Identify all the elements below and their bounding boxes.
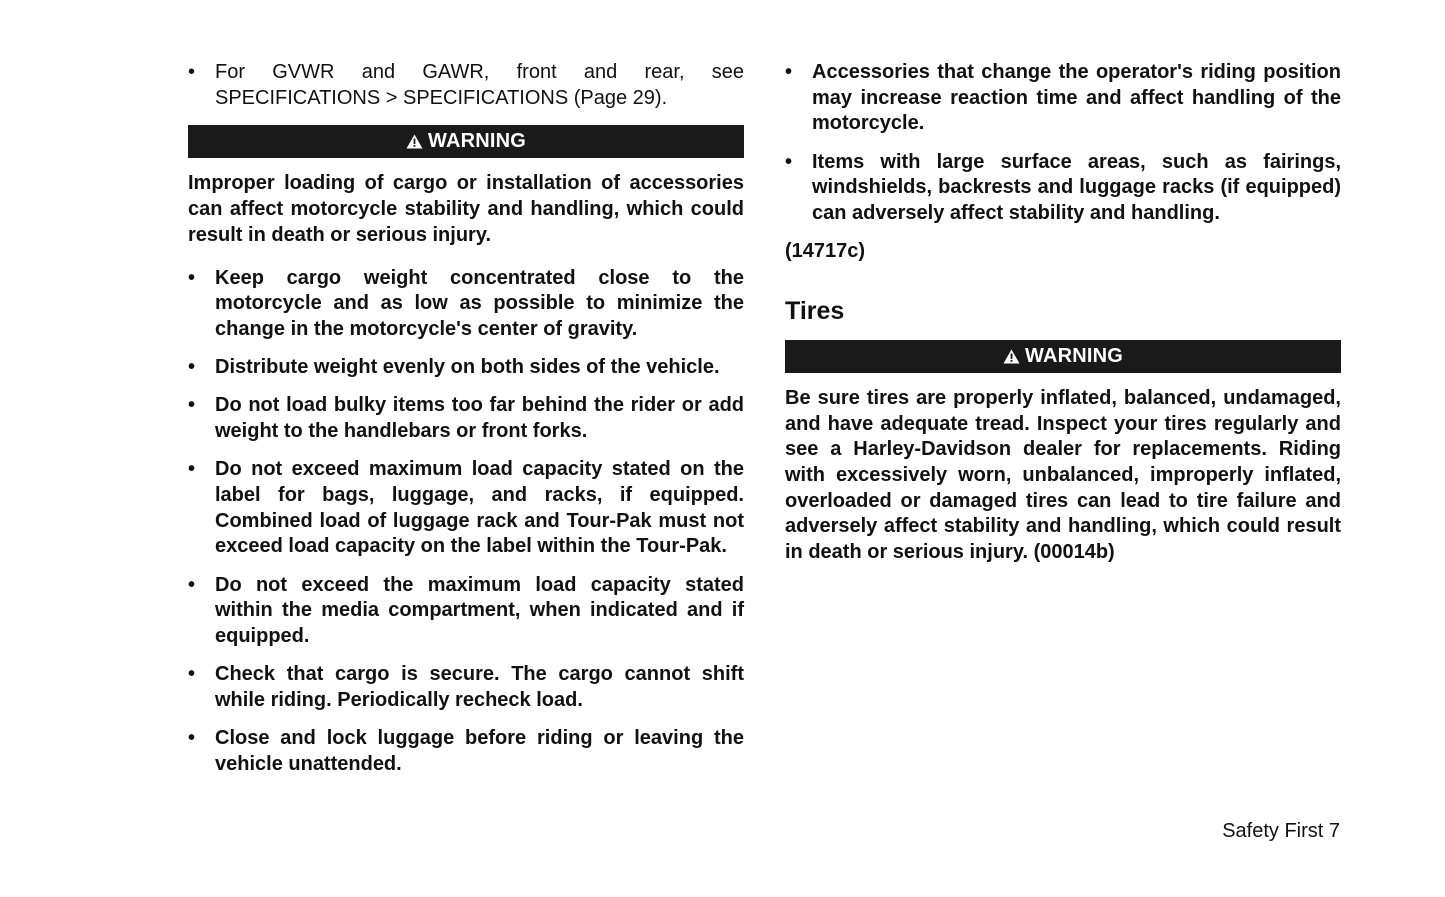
warning-banner [188, 125, 744, 158]
intro-list [188, 60, 744, 111]
bullet-marker: • [188, 727, 196, 750]
bullet-marker: • [785, 150, 793, 173]
bullet-marker: • [188, 394, 196, 417]
bullet-text: Items with large surface areas, such as fairings, windshields, backrests and luggage racks (if equipped) can adversely affect stability and handling. [812, 150, 1341, 225]
warning-triangle-icon [406, 134, 423, 149]
bullet-marker: • [188, 61, 196, 83]
list-item [188, 457, 744, 560]
list-item [785, 60, 1341, 137]
right-column [785, 60, 1341, 566]
warning-text: Improper loading of cargo or installation of accessories can affect motorcycle stability and handling, which could result in death or serious injury. [188, 172, 744, 246]
reference-code: (14717c) [785, 240, 866, 263]
bullet-text: Accessories that change the operator's riding position may increase reaction time and affect handling of the motorcycle. [812, 61, 1341, 135]
list-item [188, 266, 744, 343]
list-item [188, 662, 744, 713]
bullet-marker: • [188, 356, 196, 379]
cargo-bullet-list [188, 266, 744, 778]
bullet-text: Do not exceed the maximum load capacity stated within the media compartment, when indicated and if equipped. [215, 573, 744, 647]
bullet-marker: • [188, 458, 196, 481]
warning-label: WARNING [427, 130, 527, 153]
warning-banner [785, 340, 1341, 373]
list-item [188, 573, 744, 650]
left-column [188, 60, 744, 790]
list-item [785, 150, 1341, 227]
bullet-text: Do not load bulky items too far behind the rider or add weight to the handlebars or front forks. [215, 394, 744, 443]
bullet-text: Do not exceed maximum load capacity stated on the label for bags, luggage, and racks, if equipped. Combined load of luggage rack and Tour-Pak must not exceed load capacity on the label within the Tour-Pak. [215, 458, 744, 558]
list-item [188, 393, 744, 444]
list-item [188, 60, 744, 111]
warning-label: WARNING [1024, 344, 1124, 367]
bullet-text: Keep cargo weight concentrated close to the motorcycle and as low as possible to minimize the change in the motorcycle's center of gravity. [215, 266, 744, 340]
bullet-marker: • [188, 573, 196, 596]
bullet-text: Close and lock luggage before riding or leaving the vehicle unattended. [215, 727, 744, 775]
list-item [188, 355, 744, 381]
section-title: Tires [785, 296, 845, 325]
tire-warning-text: Be sure tires are properly inflated, balanced, undamaged, and have adequate tread. Inspect your tires regularly and see a Harley-Davidson dealer for replacements. Riding with excessively worn, unbalanced, improperly inflated, overloaded or damaged tires can lead to tire failure and adversely affect stability and handling, which could result in death or serious injury. (00014b) [785, 386, 1341, 564]
page-footer: Safety First 7 [1222, 820, 1340, 842]
bullet-marker: • [785, 61, 793, 83]
bullet-marker: • [188, 663, 196, 686]
bullet-text: Distribute weight evenly on both sides of the vehicle. [215, 356, 720, 379]
list-item [188, 726, 744, 777]
bullet-text: Check that cargo is secure. The cargo cannot shift while riding. Periodically recheck load. [215, 663, 744, 711]
warning-triangle-icon [1003, 349, 1020, 364]
intro-bullet-text: For GVWR and GAWR, front and rear, see SPECIFICATIONS > SPECIFICATIONS (Page 29). [215, 61, 744, 109]
bullet-marker: • [188, 266, 196, 289]
accessories-bullet-list [785, 60, 1341, 227]
